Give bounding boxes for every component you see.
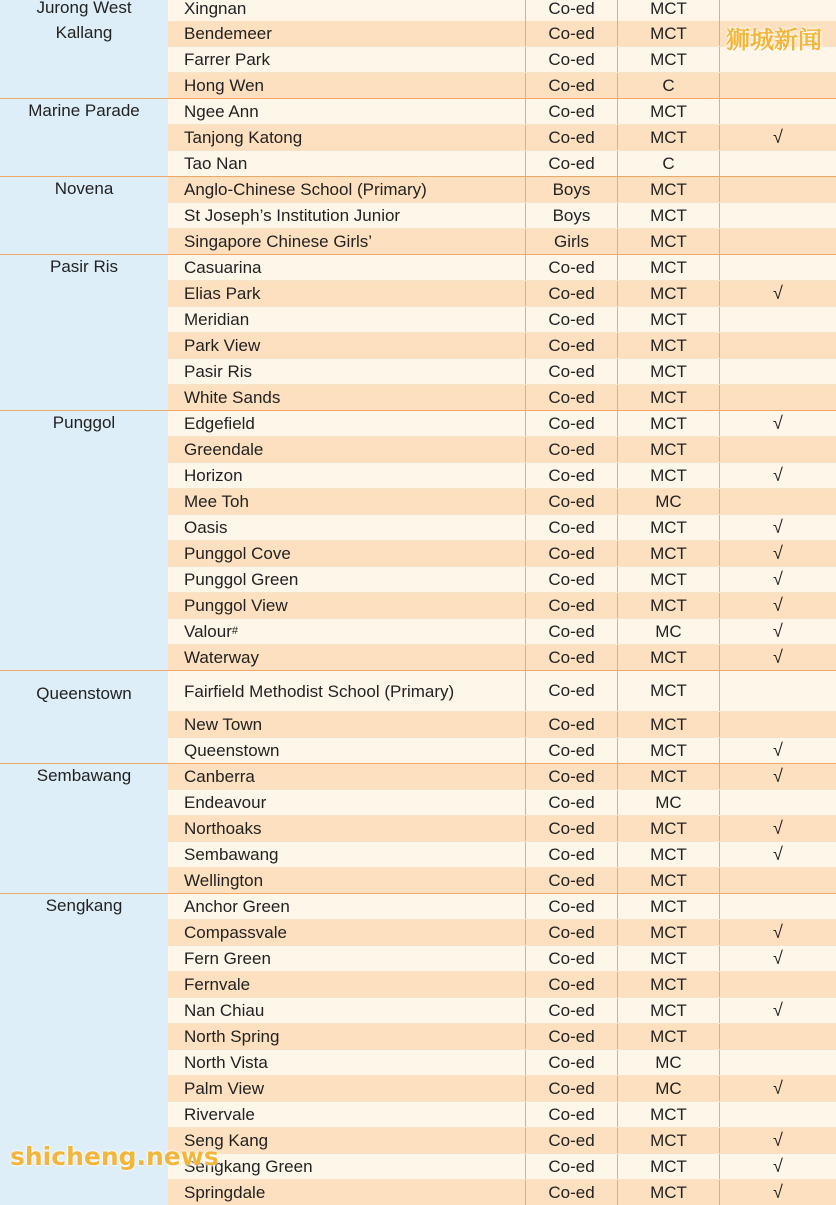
mother-tongue-cell: MCT <box>617 712 719 737</box>
mother-tongue-cell: MCT <box>617 1128 719 1153</box>
school-type-cell: Co-ed <box>525 73 617 98</box>
table-row <box>168 841 836 867</box>
school-name-cell: Fernvale <box>184 975 251 994</box>
school-type-cell: Co-ed <box>525 738 617 763</box>
table-row <box>168 1023 836 1049</box>
flag-cell: √ <box>719 567 836 592</box>
mother-tongue-cell: MCT <box>617 593 719 618</box>
school-type-cell: Co-ed <box>525 541 617 566</box>
flag-cell: √ <box>719 645 836 670</box>
mother-tongue-cell: MCT <box>617 868 719 893</box>
table-row <box>168 384 836 410</box>
area-group <box>0 255 836 411</box>
area-label: Sembawang <box>36 766 132 785</box>
flag-cell: √ <box>719 1128 836 1153</box>
school-type-cell: Co-ed <box>525 1102 617 1127</box>
mother-tongue-cell: MCT <box>617 541 719 566</box>
school-name-cell: North Vista <box>184 1053 268 1072</box>
school-type-cell: Co-ed <box>525 946 617 971</box>
school-name-cell: Wellington <box>184 871 264 890</box>
school-name-cell: Seng Kang <box>184 1131 269 1150</box>
mother-tongue-cell: MCT <box>617 1102 719 1127</box>
flag-cell: √ <box>719 411 836 436</box>
flag-cell <box>719 99 836 124</box>
table-row <box>168 72 836 98</box>
mother-tongue-cell: MCT <box>617 411 719 436</box>
school-name-cell: Anchor Green <box>184 897 290 916</box>
school-name-cell: St Joseph’s Institution Junior <box>184 206 401 225</box>
mother-tongue-cell: MCT <box>617 203 719 228</box>
mother-tongue-cell: MCT <box>617 671 719 711</box>
table-row <box>168 671 836 711</box>
flag-cell <box>719 229 836 254</box>
area-group <box>0 21 836 99</box>
school-type-cell: Co-ed <box>525 0 617 21</box>
table-row <box>168 202 836 228</box>
table-row <box>168 764 836 789</box>
flag-cell <box>719 385 836 410</box>
school-type-cell: Co-ed <box>525 567 617 592</box>
table-row <box>168 1179 836 1205</box>
flag-cell <box>719 359 836 384</box>
mother-tongue-cell: MCT <box>617 998 719 1023</box>
table-row <box>168 436 836 462</box>
table-row <box>168 618 836 644</box>
school-name-cell: Edgefield <box>184 414 255 433</box>
mother-tongue-cell: MCT <box>617 255 719 280</box>
flag-cell <box>719 177 836 202</box>
table-row <box>168 1075 836 1101</box>
mother-tongue-cell: MC <box>617 489 719 514</box>
area-group <box>0 0 836 21</box>
area-label: Queenstown <box>36 684 132 703</box>
school-name-cell: Singapore Chinese Girls’ <box>184 232 373 251</box>
area-cell <box>0 411 168 670</box>
area-cell <box>0 21 168 98</box>
area-group <box>0 99 836 177</box>
school-name-cell: Xingnan <box>184 0 247 18</box>
mother-tongue-cell: MCT <box>617 972 719 997</box>
school-type-cell: Co-ed <box>525 645 617 670</box>
flag-cell <box>719 333 836 358</box>
area-cell <box>0 764 168 893</box>
table-row <box>168 711 836 737</box>
school-type-cell: Co-ed <box>525 411 617 436</box>
flag-cell: √ <box>719 515 836 540</box>
watermark-bottom: shicheng.news <box>10 1142 219 1171</box>
mother-tongue-cell: MCT <box>617 229 719 254</box>
school-name-cell: Horizon <box>184 466 243 485</box>
school-name-cell: New Town <box>184 715 263 734</box>
school-name-cell: Northoaks <box>184 819 262 838</box>
school-name-cell: Palm View <box>184 1079 264 1098</box>
school-type-cell: Co-ed <box>525 359 617 384</box>
mother-tongue-cell: MCT <box>617 125 719 150</box>
school-type-cell: Co-ed <box>525 619 617 644</box>
flag-cell: √ <box>719 816 836 841</box>
area-group <box>0 671 836 764</box>
table-row <box>168 150 836 176</box>
table-row <box>168 1153 836 1179</box>
flag-cell: √ <box>719 541 836 566</box>
mother-tongue-cell: MCT <box>617 281 719 306</box>
school-type-cell: Co-ed <box>525 1180 617 1205</box>
table-row <box>168 919 836 945</box>
flag-cell: √ <box>719 281 836 306</box>
school-name-cell: Rivervale <box>184 1105 255 1124</box>
flag-cell: √ <box>719 593 836 618</box>
table-row <box>168 789 836 815</box>
table-row <box>168 358 836 384</box>
area-label: Punggol <box>52 413 116 432</box>
school-type-cell: Co-ed <box>525 515 617 540</box>
school-type-cell: Co-ed <box>525 307 617 332</box>
mother-tongue-cell: MCT <box>617 645 719 670</box>
table-row <box>168 280 836 306</box>
school-type-cell: Co-ed <box>525 281 617 306</box>
school-type-cell: Co-ed <box>525 593 617 618</box>
school-type-cell: Boys <box>525 203 617 228</box>
table-row <box>168 255 836 280</box>
school-name-cell: White Sands <box>184 388 281 407</box>
mother-tongue-cell: MCT <box>617 463 719 488</box>
mother-tongue-cell: MCT <box>617 359 719 384</box>
school-name-cell: Nan Chiau <box>184 1001 265 1020</box>
school-type-cell: Co-ed <box>525 47 617 72</box>
school-name-cell: Compassvale <box>184 923 287 942</box>
school-type-cell: Co-ed <box>525 790 617 815</box>
table-row <box>168 306 836 332</box>
school-name-cell: Bendemeer <box>184 24 272 43</box>
school-type-cell: Co-ed <box>525 1050 617 1075</box>
flag-cell <box>719 1050 836 1075</box>
watermark-top: 狮城新闻 <box>726 26 822 54</box>
area-cell <box>0 671 168 763</box>
footnote-mark: # <box>231 625 239 637</box>
flag-cell: √ <box>719 463 836 488</box>
table-row <box>168 0 836 21</box>
school-type-cell: Boys <box>525 177 617 202</box>
school-name-cell: Queenstown <box>184 741 280 760</box>
school-name-cell: Valour # <box>184 622 239 641</box>
mother-tongue-cell: C <box>617 151 719 176</box>
table-row <box>168 228 836 254</box>
mother-tongue-cell: MC <box>617 1050 719 1075</box>
school-name-cell: Endeavour <box>184 793 267 812</box>
school-name-cell: Oasis <box>184 518 228 537</box>
mother-tongue-cell: MCT <box>617 1024 719 1049</box>
school-name-cell: Elias Park <box>184 284 261 303</box>
flag-cell <box>719 894 836 919</box>
school-name-cell: Sengkang Green <box>184 1157 313 1176</box>
school-name-cell: Park View <box>184 336 261 355</box>
table-row <box>168 971 836 997</box>
flag-cell <box>719 868 836 893</box>
school-name-cell: Springdale <box>184 1183 266 1202</box>
mother-tongue-cell: MCT <box>617 894 719 919</box>
table-row <box>168 411 836 436</box>
table-row <box>168 815 836 841</box>
table-row <box>168 124 836 150</box>
school-type-cell: Co-ed <box>525 437 617 462</box>
school-type-cell: Co-ed <box>525 868 617 893</box>
school-name-cell: Tanjong Katong <box>184 128 303 147</box>
mother-tongue-cell: MCT <box>617 1154 719 1179</box>
school-name-cell: Casuarina <box>184 258 262 277</box>
mother-tongue-cell: MCT <box>617 738 719 763</box>
table-row <box>168 945 836 971</box>
mother-tongue-cell: MCT <box>617 764 719 789</box>
school-type-cell: Co-ed <box>525 1154 617 1179</box>
table-row <box>168 177 836 202</box>
flag-cell <box>719 307 836 332</box>
school-type-cell: Co-ed <box>525 816 617 841</box>
school-type-cell: Girls <box>525 229 617 254</box>
flag-cell <box>719 972 836 997</box>
table-row <box>168 514 836 540</box>
school-name-cell: Mee Toh <box>184 492 249 511</box>
area-group <box>0 764 836 894</box>
school-name-cell: Pasir Ris <box>184 362 253 381</box>
flag-cell <box>719 73 836 98</box>
area-label: Novena <box>54 179 114 198</box>
school-type-cell: Co-ed <box>525 1076 617 1101</box>
mother-tongue-cell: MCT <box>617 99 719 124</box>
area-label: Marine Parade <box>28 101 140 120</box>
school-name-cell: Ngee Ann <box>184 102 259 121</box>
table-row <box>168 644 836 670</box>
area-cell <box>0 0 168 21</box>
table-row <box>168 1127 836 1153</box>
mother-tongue-cell: MCT <box>617 515 719 540</box>
mother-tongue-cell: C <box>617 73 719 98</box>
area-cell <box>0 99 168 176</box>
mother-tongue-cell: MCT <box>617 1180 719 1205</box>
school-type-cell: Co-ed <box>525 764 617 789</box>
mother-tongue-cell: MCT <box>617 842 719 867</box>
table-row <box>168 99 836 124</box>
flag-cell: √ <box>719 1154 836 1179</box>
flag-cell: √ <box>719 946 836 971</box>
school-type-cell: Co-ed <box>525 385 617 410</box>
table-row <box>168 566 836 592</box>
mother-tongue-cell: MCT <box>617 333 719 358</box>
school-type-cell: Co-ed <box>525 125 617 150</box>
mother-tongue-cell: MCT <box>617 920 719 945</box>
school-type-cell: Co-ed <box>525 333 617 358</box>
school-name-cell: Punggol Cove <box>184 544 291 563</box>
flag-cell <box>719 712 836 737</box>
flag-cell <box>719 203 836 228</box>
school-name-cell: Punggol View <box>184 596 288 615</box>
flag-cell: √ <box>719 125 836 150</box>
school-name-cell: North Spring <box>184 1027 280 1046</box>
flag-cell: √ <box>719 842 836 867</box>
mother-tongue-cell: MCT <box>617 437 719 462</box>
school-type-cell: Co-ed <box>525 998 617 1023</box>
flag-cell <box>719 790 836 815</box>
mother-tongue-cell: MCT <box>617 21 719 46</box>
flag-cell <box>719 489 836 514</box>
school-type-cell: Co-ed <box>525 99 617 124</box>
school-name-cell: Hong Wen <box>184 76 265 95</box>
school-name-cell: Greendale <box>184 440 264 459</box>
school-type-cell: Co-ed <box>525 972 617 997</box>
school-type-cell: Co-ed <box>525 1024 617 1049</box>
flag-cell <box>719 1102 836 1127</box>
school-type-cell: Co-ed <box>525 21 617 46</box>
table-row <box>168 737 836 763</box>
school-type-cell: Co-ed <box>525 671 617 711</box>
table-row <box>168 462 836 488</box>
table-row <box>168 894 836 919</box>
flag-cell <box>719 0 836 21</box>
table-row <box>168 997 836 1023</box>
school-name-cell: Fairfield Methodist School (Primary) <box>184 681 455 701</box>
school-type-cell: Co-ed <box>525 712 617 737</box>
school-name-cell: Meridian <box>184 310 250 329</box>
mother-tongue-cell: MCT <box>617 946 719 971</box>
table-row <box>168 1101 836 1127</box>
school-name-cell: Anglo-Chinese School (Primary) <box>184 180 427 199</box>
mother-tongue-cell: MCT <box>617 47 719 72</box>
mother-tongue-cell: MCT <box>617 177 719 202</box>
school-name-cell: Waterway <box>184 648 259 667</box>
table-row <box>168 867 836 893</box>
area-cell <box>0 177 168 254</box>
area-group <box>0 411 836 671</box>
school-type-cell: Co-ed <box>525 151 617 176</box>
school-name-cell: Farrer Park <box>184 50 270 69</box>
area-label: Jurong West <box>36 0 132 17</box>
flag-cell <box>719 255 836 280</box>
table-row <box>168 1049 836 1075</box>
area-label: Sengkang <box>45 896 123 915</box>
area-cell <box>0 255 168 410</box>
mother-tongue-cell: MCT <box>617 567 719 592</box>
table-row <box>168 592 836 618</box>
school-name-cell: Canberra <box>184 767 255 786</box>
flag-cell: √ <box>719 738 836 763</box>
school-type-cell: Co-ed <box>525 920 617 945</box>
flag-cell: √ <box>719 920 836 945</box>
school-type-cell: Co-ed <box>525 1128 617 1153</box>
flag-cell: √ <box>719 1180 836 1205</box>
area-label: Pasir Ris <box>49 257 118 276</box>
school-name-cell: Sembawang <box>184 845 279 864</box>
table-row <box>168 488 836 514</box>
mother-tongue-cell: MC <box>617 1076 719 1101</box>
mother-tongue-cell: MCT <box>617 307 719 332</box>
mother-tongue-cell: MCT <box>617 816 719 841</box>
area-label: Kallang <box>55 23 113 42</box>
flag-cell <box>719 151 836 176</box>
flag-cell <box>719 671 836 711</box>
flag-cell: √ <box>719 1076 836 1101</box>
flag-cell: √ <box>719 998 836 1023</box>
flag-cell <box>719 437 836 462</box>
table-row <box>168 540 836 566</box>
table-row <box>168 332 836 358</box>
school-type-cell: Co-ed <box>525 463 617 488</box>
school-type-cell: Co-ed <box>525 255 617 280</box>
school-name-cell: Fern Green <box>184 949 271 968</box>
school-name-cell: Punggol Green <box>184 570 299 589</box>
school-type-cell: Co-ed <box>525 489 617 514</box>
mother-tongue-cell: MCT <box>617 0 719 21</box>
mother-tongue-cell: MCT <box>617 385 719 410</box>
school-type-cell: Co-ed <box>525 894 617 919</box>
mother-tongue-cell: MC <box>617 619 719 644</box>
flag-cell: √ <box>719 619 836 644</box>
school-type-cell: Co-ed <box>525 842 617 867</box>
area-group <box>0 177 836 255</box>
flag-cell: √ <box>719 764 836 789</box>
flag-cell <box>719 1024 836 1049</box>
mother-tongue-cell: MC <box>617 790 719 815</box>
school-name-cell: Tao Nan <box>184 154 248 173</box>
